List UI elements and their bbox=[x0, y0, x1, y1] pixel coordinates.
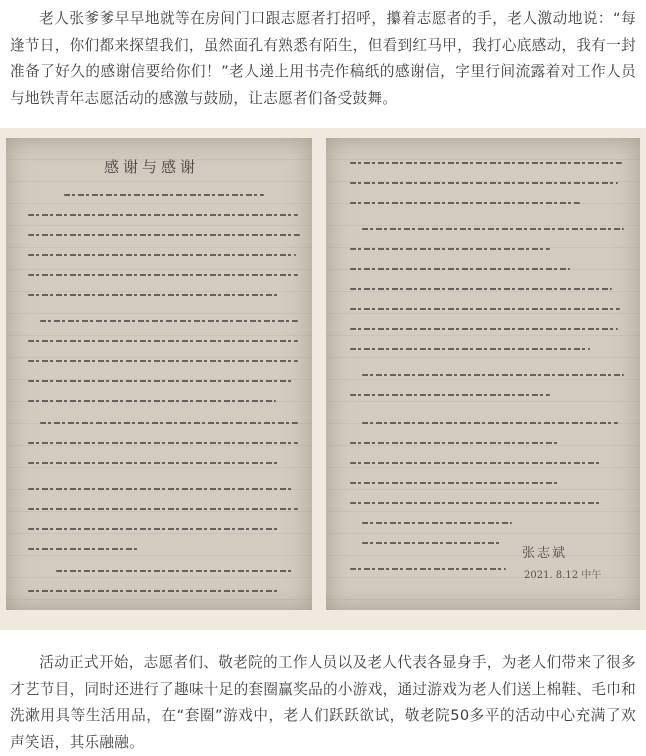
handwriting-line bbox=[350, 202, 580, 204]
handwriting-line bbox=[362, 542, 502, 544]
handwriting-line bbox=[350, 268, 570, 270]
handwriting-line bbox=[28, 360, 298, 362]
handwriting-line bbox=[350, 462, 602, 464]
handwriting-line bbox=[350, 348, 590, 350]
handwriting-line bbox=[350, 482, 560, 484]
handwriting-line bbox=[28, 340, 298, 342]
activity-paragraph: 活动正式开始，志愿者们、敬老院的工作人员以及老人代表各显身手，为老人们带来了很多才艺节目，同时还进行了趣味十足的套圈赢奖品的小游戏，通过游戏为老人们送上棉鞋、毛巾和洗漱用具等生活用品，在“套圈”游戏中，老人们跃跃欲试，敬老院50多平的活动中心充满了欢声笑语，其乐融融。 bbox=[10, 654, 636, 751]
handwriting-line bbox=[350, 328, 618, 330]
handwriting-line bbox=[40, 422, 298, 424]
handwriting-line bbox=[350, 162, 622, 164]
handwriting-line bbox=[350, 442, 560, 444]
handwriting-line bbox=[350, 394, 550, 396]
handwriting-line bbox=[28, 548, 138, 550]
handwriting-line bbox=[28, 488, 294, 490]
handwriting-line bbox=[28, 590, 278, 592]
handwriting-line bbox=[362, 228, 624, 230]
handwriting-line bbox=[362, 422, 618, 424]
handwriting-line bbox=[28, 528, 278, 530]
handwriting-line bbox=[28, 400, 276, 402]
handwriting-line bbox=[350, 288, 612, 290]
handwriting-line bbox=[64, 194, 264, 196]
handwriting-line bbox=[350, 502, 600, 504]
handwriting-line bbox=[40, 320, 298, 322]
letter-date: 2021. 8.12 中午 bbox=[524, 570, 602, 581]
letter-page-right bbox=[326, 138, 640, 610]
handwriting-line bbox=[362, 522, 512, 524]
handwriting-line bbox=[350, 182, 618, 184]
handwriting-line bbox=[28, 508, 298, 510]
letter-signature: 张志斌 bbox=[522, 546, 568, 561]
handwriting-line bbox=[56, 570, 292, 572]
handwriting-line bbox=[28, 294, 278, 296]
handwriting-line bbox=[350, 568, 506, 570]
handwriting-line bbox=[28, 442, 298, 444]
letter-page-left bbox=[6, 138, 312, 610]
handwriting-line bbox=[28, 254, 296, 256]
handwriting-line bbox=[28, 214, 298, 216]
handwriting-line bbox=[350, 248, 550, 250]
handwriting-line bbox=[350, 308, 620, 310]
handwriting-line bbox=[28, 462, 278, 464]
letter-title: 感谢与感谢 bbox=[104, 158, 200, 176]
handwriting-line bbox=[28, 234, 300, 236]
handwriting-line bbox=[28, 274, 298, 276]
handwriting-line bbox=[28, 380, 294, 382]
intro-paragraph: 老人张爹爹早早地就等在房间门口跟志愿者打招呼，攥着志愿者的手，老人激动地说：“每逢节日，你们都来探望我们，虽然面孔有熟悉有陌生，但看到红马甲，我打心底感动，我有一封准备了好久的感谢信要给你们！”老人递上用书壳作稿纸的感谢信，字里行间流露着对工作人员与地铁青年志愿活动的感激与鼓励，让志愿者们备受鼓舞。 bbox=[10, 10, 636, 107]
handwriting-line bbox=[362, 374, 624, 376]
